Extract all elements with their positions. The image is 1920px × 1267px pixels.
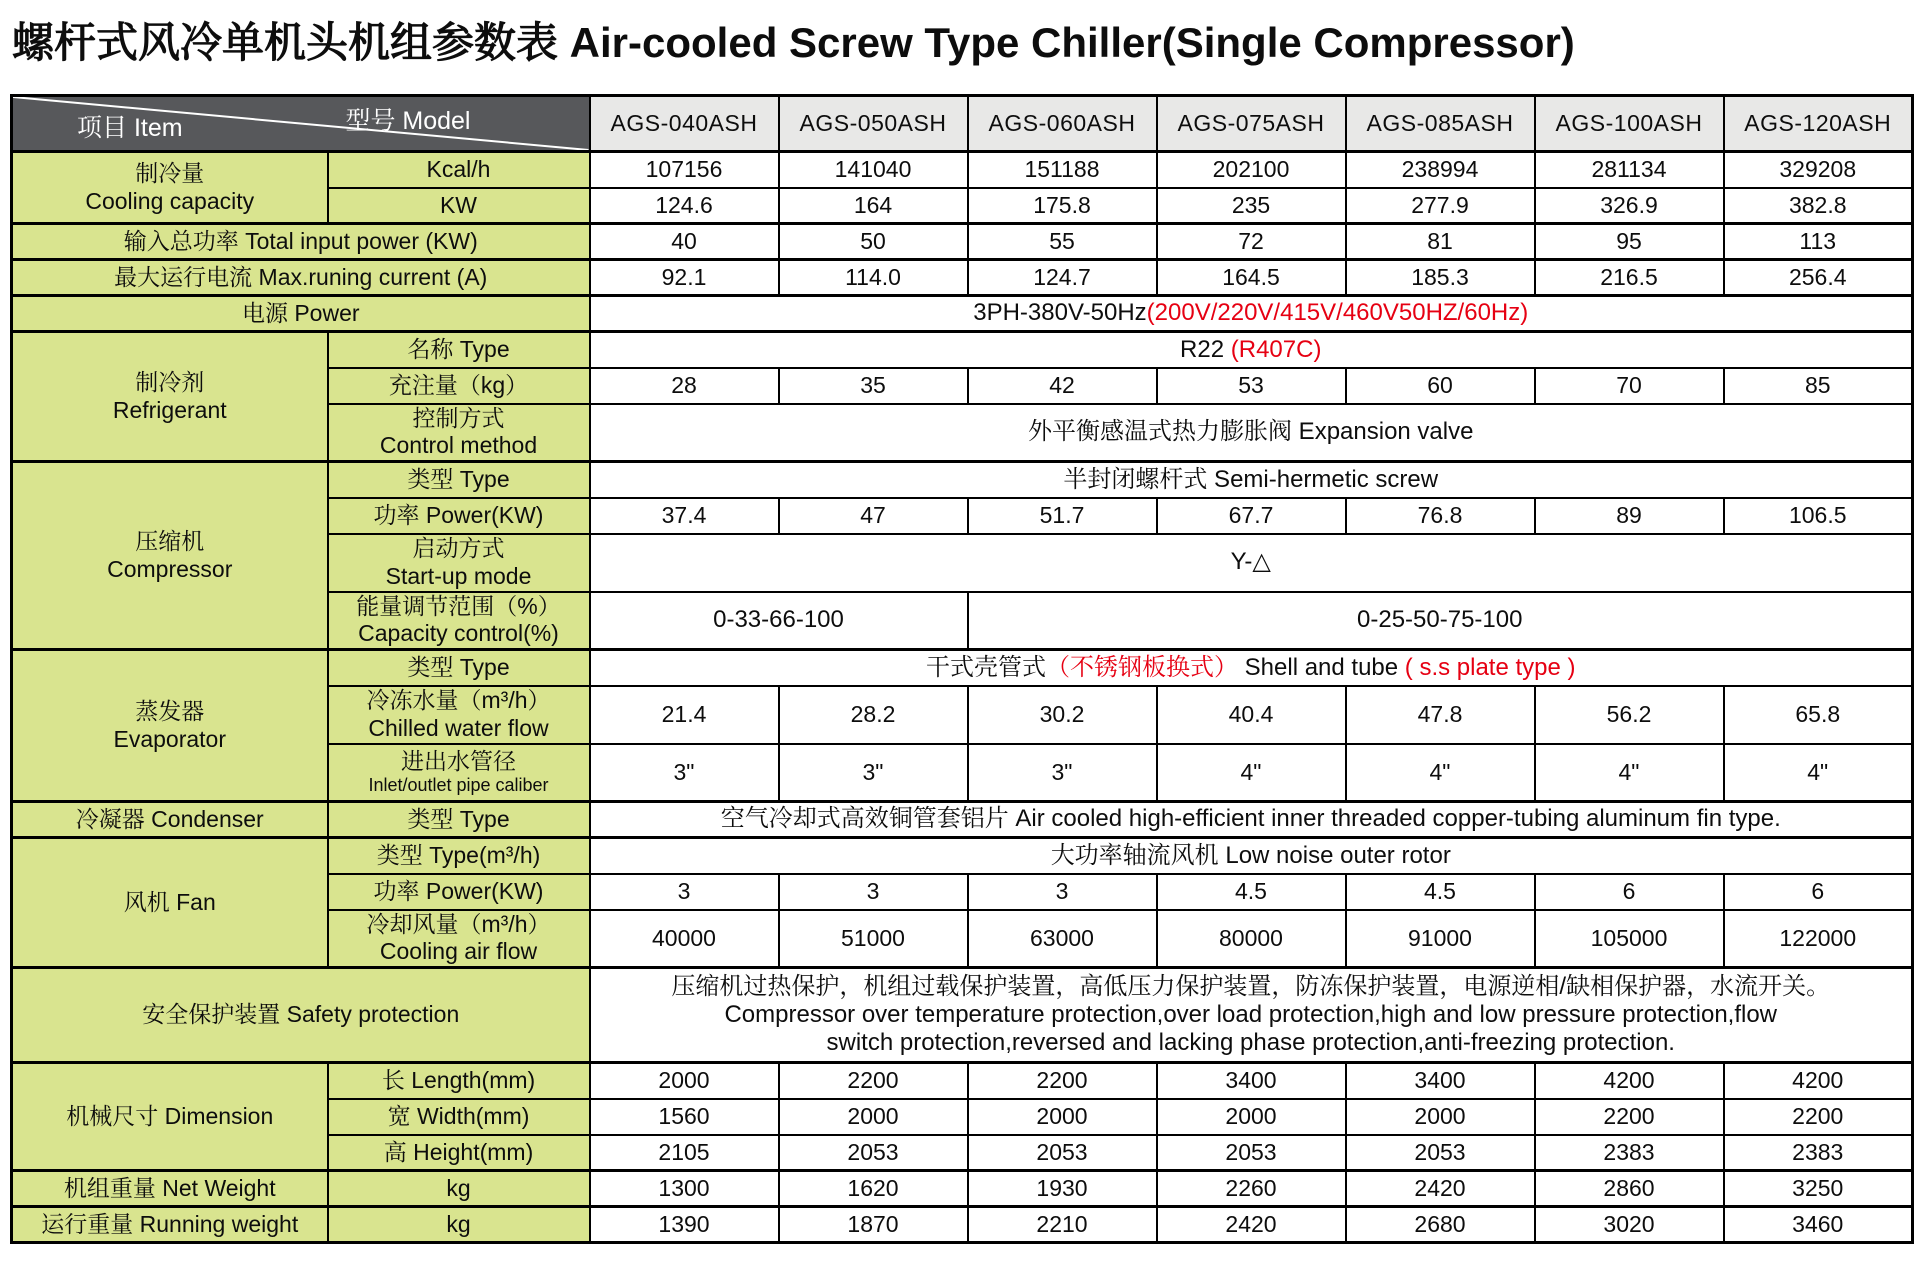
data-cell: 76.8 (1346, 498, 1535, 534)
cell-text: Kcal/h (426, 156, 491, 183)
data-cell: 2680 (1346, 1207, 1535, 1243)
data-cell: 3" (590, 744, 779, 802)
data-cell: 72 (1157, 224, 1346, 260)
label-net-weight (12, 1171, 328, 1207)
data-cell: 105000 (1535, 910, 1724, 968)
data-cell: 2200 (1535, 1099, 1724, 1135)
cell-line (333, 842, 585, 869)
cell-text: Cooling air flow (379, 938, 538, 965)
data-cell: 2860 (1535, 1171, 1724, 1207)
cell-line (17, 726, 323, 753)
data-cell: 124.7 (968, 260, 1157, 296)
label-chilled-water-flow (328, 686, 590, 744)
label-compressor (12, 462, 328, 650)
cell-text: 半封闭螺杆式 Semi-hermetic screw (1063, 465, 1439, 493)
data-cell: 42 (968, 368, 1157, 404)
cell-line (333, 192, 585, 219)
value-control-method (590, 404, 1913, 462)
cell-line (17, 264, 585, 291)
cell-text: Shell and tube (1237, 653, 1405, 681)
data-cell: 30.2 (968, 686, 1157, 744)
label-evaporator-type (328, 650, 590, 686)
cell-text: 冷却风量（m³/h） (366, 911, 551, 938)
model-column-header-2: AGS-060ASH (968, 96, 1157, 152)
table-row (12, 1171, 1913, 1207)
data-cell: 3 (968, 874, 1157, 910)
cell-line (333, 620, 585, 647)
data-cell: 2000 (1157, 1099, 1346, 1135)
data-cell: 67.7 (1157, 498, 1346, 534)
model-column-header-3: AGS-075ASH (1157, 96, 1346, 152)
cell-text: 类型 Type(m³/h) (376, 842, 541, 869)
cell-text: 启动方式 (412, 535, 505, 562)
label-refrigerant (12, 332, 328, 462)
value-evaporator-type (590, 650, 1913, 686)
model-column-header-0: AGS-040ASH (590, 96, 779, 152)
cell-text: 高 Height(mm) (383, 1138, 534, 1165)
label-pipe-caliber (328, 744, 590, 802)
cell-line (17, 1103, 323, 1130)
cell-text: 制冷剂 (135, 369, 205, 396)
chiller-spec-table (10, 94, 1914, 1244)
cell-text: 功率 Power(KW) (373, 877, 544, 904)
data-cell: 40000 (590, 910, 779, 968)
cell-text: 类型 Type (407, 654, 510, 681)
cell-line (333, 405, 585, 432)
data-cell: 326.9 (1535, 188, 1724, 224)
data-cell: 141040 (779, 152, 968, 188)
data-cell: 65.8 (1724, 686, 1913, 744)
data-cell: 6 (1724, 874, 1913, 910)
cell-text: Y-△ (1230, 548, 1271, 576)
label-fan (12, 838, 328, 968)
table-row (12, 152, 1913, 188)
label-running-weight-unit (328, 1207, 590, 1243)
cell-line (333, 1211, 585, 1238)
cell-text: 风机 Fan (123, 888, 216, 915)
cell-line (595, 1029, 1908, 1057)
data-cell: 122000 (1724, 910, 1913, 968)
cell-text: 蒸发器 (135, 698, 205, 725)
cell-line (333, 1103, 585, 1130)
data-cell: 2000 (779, 1099, 968, 1135)
label-evaporator (12, 650, 328, 802)
label-dimension (12, 1063, 328, 1171)
header-row (12, 96, 1913, 152)
cell-text: 类型 Type (407, 805, 510, 832)
label-power-supply (12, 296, 590, 332)
header-corner-cell (12, 96, 590, 152)
data-cell: 60 (1346, 368, 1535, 404)
data-cell: 81 (1346, 224, 1535, 260)
data-cell: 28.2 (779, 686, 968, 744)
label-compressor-type (328, 462, 590, 498)
cell-line (17, 889, 323, 916)
cell-line (17, 1211, 323, 1238)
data-cell: 55 (968, 224, 1157, 260)
label-running-weight (12, 1207, 328, 1243)
cell-line (333, 502, 585, 529)
data-cell: 2210 (968, 1207, 1157, 1243)
table-row (12, 838, 1913, 874)
cell-text: Capacity control(%) (358, 620, 559, 647)
cell-line (17, 397, 323, 424)
cell-text: 冷冻水量（m³/h） (366, 687, 551, 714)
cell-line (333, 432, 585, 459)
cell-line (333, 748, 585, 775)
cell-text: kg (446, 1210, 471, 1237)
red-note-text: (200V/220V/415V/460V50HZ/60Hz) (1146, 299, 1529, 327)
cell-text: KW (439, 191, 478, 218)
data-cell: 4200 (1724, 1063, 1913, 1099)
label-kw-unit (328, 188, 590, 224)
data-cell: 106.5 (1724, 498, 1913, 534)
value-refrigerant-name (590, 332, 1913, 368)
data-cell: 2200 (968, 1063, 1157, 1099)
data-cell: 113 (1724, 224, 1913, 260)
data-cell: 3020 (1535, 1207, 1724, 1243)
cell-text: 能量调节范围（%） (356, 593, 561, 620)
corner-model-label: 型号 Model (345, 107, 471, 135)
cell-text: 控制方式 (412, 405, 505, 432)
cell-line (595, 606, 963, 634)
table-header (12, 96, 1913, 152)
data-cell: 2053 (1346, 1135, 1535, 1171)
label-refrigerant-name (328, 332, 590, 368)
data-cell: 51000 (779, 910, 968, 968)
data-cell: 185.3 (1346, 260, 1535, 296)
data-cell: 164.5 (1157, 260, 1346, 296)
cell-line (595, 466, 1908, 494)
label-condenser (12, 802, 328, 838)
cell-text: 进出水管径 (401, 748, 516, 775)
data-cell: 3250 (1724, 1171, 1913, 1207)
cell-text: 宽 Width(mm) (387, 1102, 530, 1129)
data-cell: 56.2 (1535, 686, 1724, 744)
cell-line (333, 1067, 585, 1094)
data-cell: 124.6 (590, 188, 779, 224)
cell-line (595, 805, 1908, 833)
data-cell: 3 (779, 874, 968, 910)
cell-line (333, 687, 585, 714)
cell-text: 干式壳管式 (925, 653, 1046, 681)
cell-text: Cooling capacity (85, 187, 255, 214)
cell-text: 输入总功率 Total input power (KW) (123, 227, 478, 254)
cell-line (973, 606, 1908, 634)
cell-line (333, 911, 585, 938)
table-row (12, 224, 1913, 260)
label-width (328, 1099, 590, 1135)
cell-text: kg (446, 1174, 471, 1201)
model-column-header-5: AGS-100ASH (1535, 96, 1724, 152)
data-cell: 2000 (1346, 1099, 1535, 1135)
data-cell: 2053 (1157, 1135, 1346, 1171)
cell-line (17, 160, 323, 187)
data-cell: 3" (779, 744, 968, 802)
cell-text: 制冷量 (135, 160, 205, 187)
cell-text: 功率 Power(KW) (373, 501, 544, 528)
data-cell: 40 (590, 224, 779, 260)
data-cell: 1300 (590, 1171, 779, 1207)
data-cell: 4.5 (1346, 874, 1535, 910)
data-cell: 202100 (1157, 152, 1346, 188)
data-cell: 2105 (590, 1135, 779, 1171)
data-cell: 4" (1724, 744, 1913, 802)
data-cell: 277.9 (1346, 188, 1535, 224)
data-cell: 1870 (779, 1207, 968, 1243)
table-row (12, 260, 1913, 296)
corner-item-label: 项目 Item (77, 114, 183, 142)
cell-text: Compressor (107, 555, 233, 582)
label-compressor-power (328, 498, 590, 534)
model-column-header-4: AGS-085ASH (1346, 96, 1535, 152)
cell-line (333, 336, 585, 363)
data-cell: 107156 (590, 152, 779, 188)
cell-text: 充注量（kg） (388, 371, 529, 398)
table-row (12, 802, 1913, 838)
cell-text: 0-25-50-75-100 (1357, 606, 1523, 634)
data-cell: 3" (968, 744, 1157, 802)
data-cell: 2200 (1724, 1099, 1913, 1135)
cell-line (595, 1001, 1908, 1029)
cell-text: 机组重量 Net Weight (63, 1174, 276, 1201)
label-safety-protection (12, 968, 590, 1063)
table-row (12, 1207, 1913, 1243)
cell-line (333, 1175, 585, 1202)
value-safety-protection (590, 968, 1913, 1063)
data-cell: 4" (1346, 744, 1535, 802)
cell-line (333, 593, 585, 620)
data-cell: 281134 (1535, 152, 1724, 188)
cell-line (595, 842, 1908, 870)
cell-text: 安全保护装置 Safety protection (142, 1001, 460, 1028)
cell-line (595, 336, 1908, 364)
label-fan-type (328, 838, 590, 874)
cell-text: R22 (1180, 335, 1231, 363)
cell-text: 压缩机过热保护，机组过载保护装置，高低压力保护装置，防冻保护装置，电源逆相/缺相保护器，水流开关。 (671, 972, 1831, 1000)
data-cell: 114.0 (779, 260, 968, 296)
cell-line (17, 188, 323, 215)
red-note-text: ( s.s plate type ) (1404, 653, 1576, 681)
cell-line (595, 654, 1908, 682)
data-cell: 216.5 (1535, 260, 1724, 296)
cell-line (333, 654, 585, 681)
cell-text: 名称 Type (407, 336, 510, 363)
data-cell: 3400 (1346, 1063, 1535, 1099)
label-cooling-capacity (12, 152, 328, 224)
data-cell: 47 (779, 498, 968, 534)
value-power-supply (590, 296, 1913, 332)
cell-text: 大功率轴流风机 Low noise outer rotor (1050, 841, 1451, 869)
data-cell: 1620 (779, 1171, 968, 1207)
data-cell: 3400 (1157, 1063, 1346, 1099)
data-cell: 175.8 (968, 188, 1157, 224)
cell-text: 运行重量 Running weight (41, 1210, 299, 1237)
data-cell: 164 (779, 188, 968, 224)
cell-text: Start-up mode (385, 562, 532, 589)
model-column-header-6: AGS-120ASH (1724, 96, 1913, 152)
label-max-running-current (12, 260, 590, 296)
data-cell: 53 (1157, 368, 1346, 404)
data-cell: 1930 (968, 1171, 1157, 1207)
label-length (328, 1063, 590, 1099)
cell-line (17, 556, 323, 583)
data-cell: 37.4 (590, 498, 779, 534)
value-fan-type (590, 838, 1913, 874)
cell-text: 电源 Power (241, 299, 360, 326)
data-cell: 92.1 (590, 260, 779, 296)
data-cell: 4" (1535, 744, 1724, 802)
data-cell: 2053 (779, 1135, 968, 1171)
data-cell: 2200 (779, 1063, 968, 1099)
data-cell: 3460 (1724, 1207, 1913, 1243)
data-cell: 63000 (968, 910, 1157, 968)
label-capacity-control (328, 592, 590, 650)
data-cell: 40.4 (1157, 686, 1346, 744)
table-row (12, 968, 1913, 1063)
data-cell: 4" (1157, 744, 1346, 802)
red-note-text: （不锈钢板换式） (1045, 653, 1238, 681)
cell-text: switch protection,reversed and lacking phase protection,anti-freezing protection. (826, 1029, 1675, 1057)
cell-line (17, 698, 323, 725)
cell-line (333, 563, 585, 590)
data-cell: 3 (590, 874, 779, 910)
cell-line (333, 715, 585, 742)
label-total-input-power (12, 224, 590, 260)
data-cell: 1390 (590, 1207, 779, 1243)
cell-line (17, 528, 323, 555)
label-fan-power (328, 874, 590, 910)
data-cell: 2420 (1157, 1207, 1346, 1243)
data-cell: 89 (1535, 498, 1724, 534)
cell-text: 冷凝器 Condenser (75, 805, 264, 832)
cell-line (333, 1139, 585, 1166)
cell-text: Compressor over temperature protection,over load protection,high and low pressure protection,flow (724, 1000, 1778, 1028)
cell-line (333, 156, 585, 183)
value-capacity-control-040-050 (590, 592, 968, 650)
label-control-method (328, 404, 590, 462)
data-cell: 2383 (1724, 1135, 1913, 1171)
label-charge-volume (328, 368, 590, 404)
label-height (328, 1135, 590, 1171)
label-kcal-unit (328, 152, 590, 188)
cell-text: 压缩机 (135, 528, 205, 555)
data-cell: 6 (1535, 874, 1724, 910)
data-cell: 2000 (590, 1063, 779, 1099)
cell-line (333, 806, 585, 833)
page-title: 螺杆式风冷单机头机组参数表 Air-cooled Screw Type Chiller(Single Compressor) (12, 19, 1575, 66)
cell-line (17, 369, 323, 396)
data-cell: 329208 (1724, 152, 1913, 188)
data-cell: 28 (590, 368, 779, 404)
data-cell: 2383 (1535, 1135, 1724, 1171)
table-body (12, 152, 1913, 1243)
cell-text: Refrigerant (112, 396, 227, 423)
cell-line (595, 548, 1908, 576)
data-cell: 70 (1535, 368, 1724, 404)
data-cell: 238994 (1346, 152, 1535, 188)
cell-text: 最大运行电流 Max.runing current (A) (114, 263, 488, 290)
cell-text: Inlet/outlet pipe caliber (368, 775, 549, 796)
cell-line (333, 775, 585, 796)
cell-text: 空气冷却式高效铜管套铝片 Air cooled high-efficient inner threaded copper-tubing aluminum fin type. (720, 805, 1781, 833)
cell-line (17, 1175, 323, 1202)
cell-line (17, 806, 323, 833)
data-cell: 2053 (968, 1135, 1157, 1171)
cell-line (333, 878, 585, 905)
table-row (12, 650, 1913, 686)
cell-line (595, 299, 1908, 327)
data-cell: 382.8 (1724, 188, 1913, 224)
cell-line (333, 535, 585, 562)
data-cell: 151188 (968, 152, 1157, 188)
data-cell: 256.4 (1724, 260, 1913, 296)
cell-text: 3PH-380V-50Hz (973, 299, 1147, 327)
data-cell: 50 (779, 224, 968, 260)
data-cell: 2260 (1157, 1171, 1346, 1207)
cell-line (17, 300, 585, 327)
table-row (12, 462, 1913, 498)
cell-line (333, 372, 585, 399)
cell-line (333, 466, 585, 493)
cell-text: Evaporator (113, 725, 226, 752)
data-cell: 235 (1157, 188, 1346, 224)
data-cell: 1560 (590, 1099, 779, 1135)
data-cell: 47.8 (1346, 686, 1535, 744)
red-note-text: (R407C) (1230, 335, 1322, 363)
cell-line (595, 418, 1908, 446)
cell-text: 外平衡感温式热力膨胀阀 Expansion valve (1028, 418, 1474, 446)
data-cell: 80000 (1157, 910, 1346, 968)
cell-line (595, 973, 1908, 1001)
data-cell: 2420 (1346, 1171, 1535, 1207)
cell-line (17, 1001, 585, 1028)
data-cell: 4.5 (1157, 874, 1346, 910)
table-row (12, 1063, 1913, 1099)
label-startup-mode (328, 534, 590, 592)
data-cell: 91000 (1346, 910, 1535, 968)
label-net-weight-unit (328, 1171, 590, 1207)
cell-text: Control method (379, 432, 538, 459)
cell-line (333, 938, 585, 965)
value-capacity-control-060-120 (968, 592, 1913, 650)
table-row (12, 296, 1913, 332)
value-condenser-type (590, 802, 1913, 838)
data-cell: 35 (779, 368, 968, 404)
data-cell: 51.7 (968, 498, 1157, 534)
data-cell: 4200 (1535, 1063, 1724, 1099)
value-compressor-type (590, 462, 1913, 498)
cell-text: 0-33-66-100 (713, 606, 844, 634)
data-cell: 85 (1724, 368, 1913, 404)
data-cell: 2000 (968, 1099, 1157, 1135)
value-startup-mode (590, 534, 1913, 592)
cell-line (17, 228, 585, 255)
cell-text: 机械尺寸 Dimension (66, 1102, 274, 1129)
label-condenser-type (328, 802, 590, 838)
data-cell: 21.4 (590, 686, 779, 744)
data-cell: 95 (1535, 224, 1724, 260)
cell-text: 长 Length(mm) (381, 1067, 536, 1094)
table-row (12, 332, 1913, 368)
cell-text: 类型 Type (407, 466, 510, 493)
cell-text: Chilled water flow (368, 714, 549, 741)
model-column-header-1: AGS-050ASH (779, 96, 968, 152)
label-cooling-air-flow (328, 910, 590, 968)
